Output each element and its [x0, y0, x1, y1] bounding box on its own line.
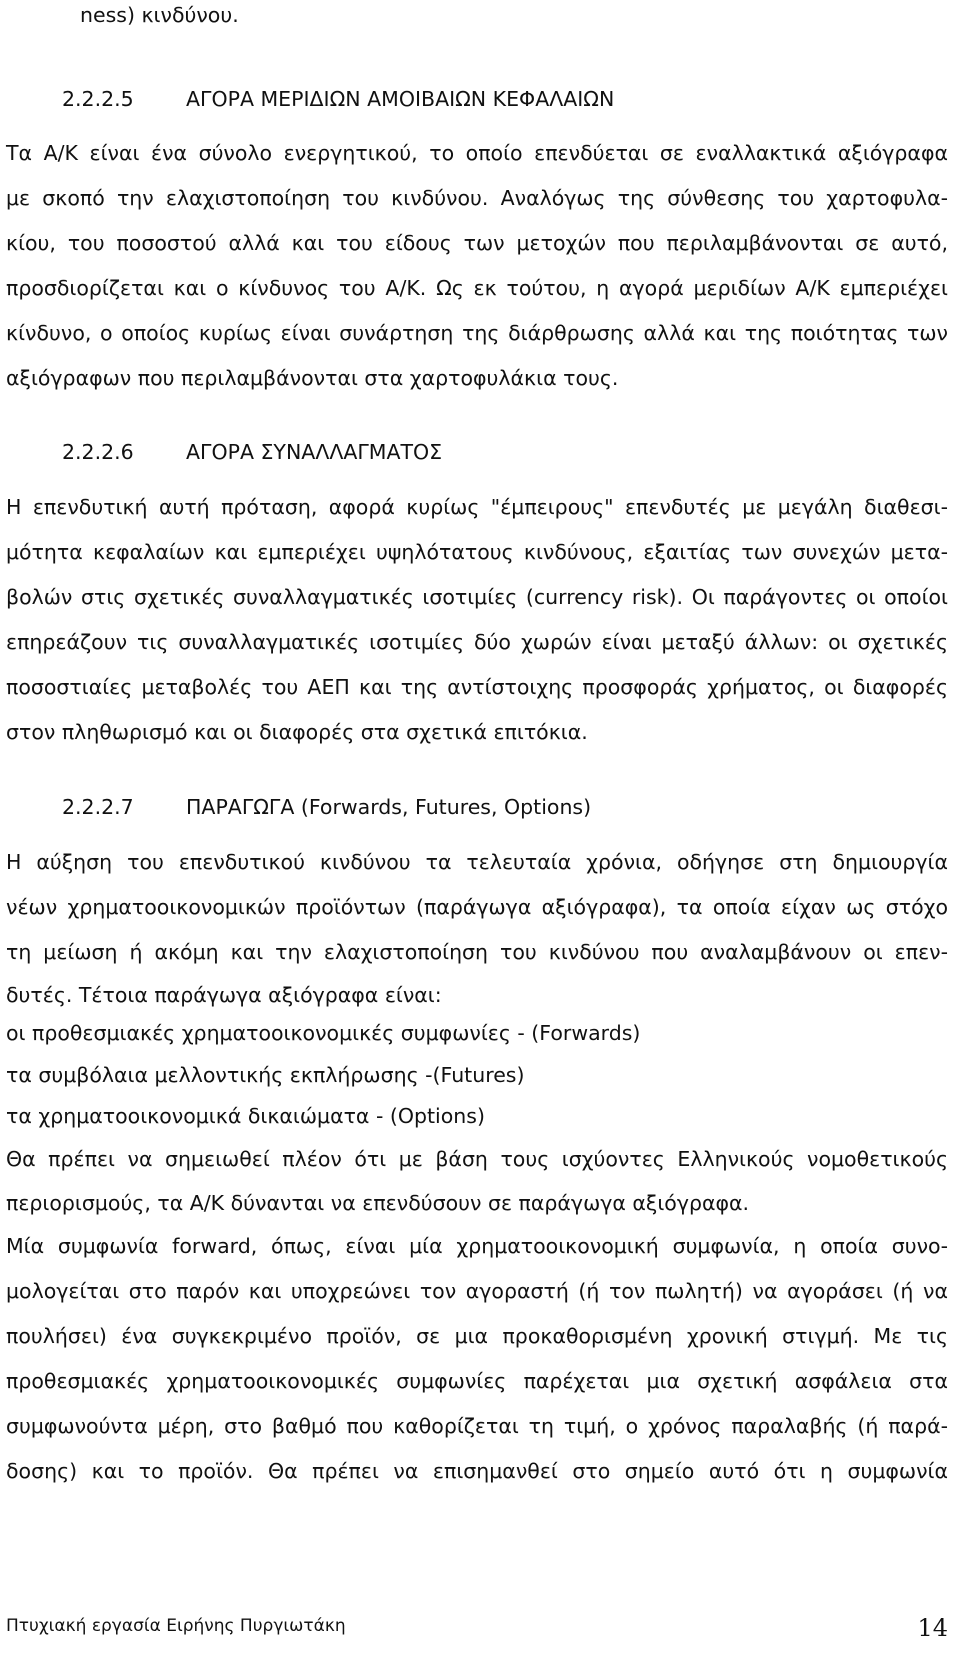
page-footer: [6, 1614, 948, 1642]
list-item: τα χρηματοοικονομικά δικαιώματα - (Options): [6, 1104, 485, 1128]
paragraph-line: προσδιορίζεται και ο κίνδυνος του Α/Κ. Ως εκ τούτου, η αγορά μεριδίων Α/Κ εμπεριέχει: [6, 276, 948, 300]
section-number: 2.2.2.6: [62, 440, 134, 464]
paragraph-line: αξιόγραφων που περιλαμβάνονται στα χαρτοφυλάκια τους.: [6, 366, 619, 390]
paragraph-line: πουλήσει) ένα συγκεκριμένο προϊόν, σε μια προκαθορισμένη χρονική στιγμή. Με τις: [6, 1324, 948, 1348]
paragraph-line: Τα Α/Κ είναι ένα σύνολο ενεργητικού, το οποίο επενδύεται σε εναλλακτικά αξιόγραφα: [6, 141, 948, 165]
page-number: 14: [917, 1614, 948, 1642]
paragraph-line: στον πληθωρισμό και οι διαφορές στα σχετικά επιτόκια.: [6, 720, 588, 744]
paragraph-line: προθεσμιακές χρηματοοικονομικές συμφωνίες παρέχεται μια σχετική ασφάλεια στα: [6, 1369, 948, 1393]
paragraph-line: Μία συμφωνία forward, όπως, είναι μία χρηματοοικονομική συμφωνία, η οποία συνο-: [6, 1234, 948, 1258]
paragraph-line: ποσοστιαίες μεταβολές του ΑΕΠ και της αντίστοιχης προσφοράς χρήματος, οι διαφορές: [6, 675, 948, 699]
continued-text: ness) κινδύνου.: [80, 3, 239, 27]
paragraph-line: περιορισμούς, τα Α/Κ δύνανται να επενδύσουν σε παράγωγα αξιόγραφα.: [6, 1191, 750, 1215]
section-title: ΑΓΟΡΑ ΣΥΝΑΛΛΑΓΜΑΤΟΣ: [186, 440, 443, 464]
paragraph-line: δυτές. Τέτοια παράγωγα αξιόγραφα είναι:: [6, 983, 442, 1007]
paragraph-line: βολών στις σχετικές συναλλαγματικές ισοτιμίες (currency risk). Οι παράγοντες οι οποίοι: [6, 585, 948, 609]
paragraph-line: μολογείται στο παρόν και υποχρεώνει τον αγοραστή (ή τον πωλητή) να αγοράσει (ή να: [6, 1279, 948, 1303]
section-heading: [62, 87, 960, 111]
paragraph-line: συμφωνούντα μέρη, στο βαθμό που καθορίζεται τη τιμή, ο χρόνος παραλαβής (ή παρά-: [6, 1414, 948, 1438]
paragraph-line: Η αύξηση του επενδυτικού κινδύνου τα τελευταία χρόνια, οδήγησε στη δημιουργία: [6, 850, 948, 874]
section-title: ΠΑΡΑΓΩΓΑ (Forwards, Futures, Options): [186, 795, 592, 819]
paragraph-line: τη μείωση ή ακόμη και την ελαχιστοποίηση του κινδύνου που αναλαμβάνουν οι επεν-: [6, 940, 948, 964]
paragraph-line: κίου, του ποσοστού αλλά και του είδους των μετοχών που περιλαμβάνονται σε αυτό,: [6, 231, 948, 255]
paragraph-line: επηρεάζουν τις συναλλαγματικές ισοτιμίες δύο χωρών είναι μεταξύ άλλων: οι σχετικές: [6, 630, 948, 654]
paragraph-line: μότητα κεφαλαίων και εμπεριέχει υψηλότατους κινδύνους, εξαιτίας των συνεχών μετα-: [6, 540, 948, 564]
section-title: ΑΓΟΡΑ ΜΕΡΙΔΙΩΝ ΑΜΟΙΒΑΙΩΝ ΚΕΦΑΛΑΙΩΝ: [186, 87, 615, 111]
paragraph-line: Η επενδυτική αυτή πρόταση, αφορά κυρίως "έμπειρους" επενδυτές με μεγάλη διαθεσι-: [6, 495, 948, 519]
section-heading: [62, 795, 960, 819]
paragraph-line: δοσης) και το προϊόν. Θα πρέπει να επισημανθεί στο σημείο αυτό ότι η συμφωνία: [6, 1459, 948, 1483]
paragraph-line: κίνδυνο, ο οποίος κυρίως είναι συνάρτηση της διάρθρωσης αλλά και της ποιότητας των: [6, 321, 948, 345]
list-item: τα συμβόλαια μελλοντικής εκπλήρωσης -(Futures): [6, 1063, 525, 1087]
paragraph-line: νέων χρηματοοικονομικών προϊόντων (παράγωγα αξιόγραφα), τα οποία είχαν ως στόχο: [6, 895, 948, 919]
list-item: οι προθεσμιακές χρηματοοικονομικές συμφωνίες - (Forwards): [6, 1021, 641, 1045]
footer-text: Πτυχιακή εργασία Ειρήνης Πυργιωτάκη: [6, 1616, 346, 1636]
section-number: 2.2.2.7: [62, 795, 134, 819]
section-heading: [62, 440, 960, 464]
section-number: 2.2.2.5: [62, 87, 134, 111]
paragraph-line: Θα πρέπει να σημειωθεί πλέον ότι με βάση τους ισχύοντες Ελληνικούς νομοθετικούς: [6, 1147, 948, 1171]
paragraph-line: με σκοπό την ελαχιστοποίηση του κινδύνου. Αναλόγως της σύνθεσης του χαρτοφυλα-: [6, 186, 948, 210]
